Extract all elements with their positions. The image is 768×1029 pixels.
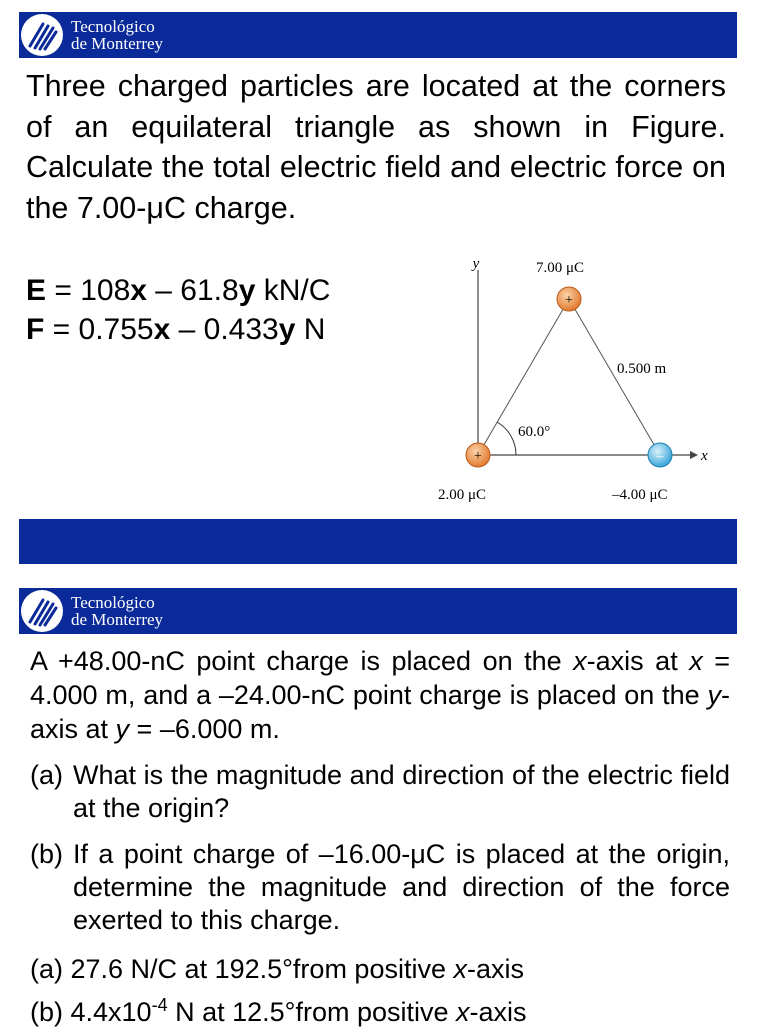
x-axis-label: x — [701, 448, 708, 464]
answer-e: E = 108x – 61.8y kN/C — [26, 274, 331, 307]
logo-line2: de Monterrey — [71, 610, 164, 629]
answer-b: (b) $4.4x10^{-4}$ N at 12.5°from positive x-axis — [30, 995, 527, 1027]
slide2-problem-text: A +48.00-nC point charge is placed on the x-axis at x = 4.000 m, and a –24.00-nC point charge is placed on the y-axis at y = –6.000 m. — [30, 646, 730, 744]
question-b — [30, 838, 730, 937]
logo-line1: Tecnológico — [71, 593, 155, 612]
slide1-problem-text: Three charged particles are located at the corners of an equilateral triangle as shown in Figure. Calculate the total electric field and electric force on the 7.00-μC charge. — [26, 69, 726, 225]
question-a — [30, 759, 730, 825]
logo-text — [71, 594, 163, 628]
charge-left-label: 2.00 μC — [438, 487, 487, 503]
slide1-footer-bar — [19, 519, 737, 564]
charge-top-sign: + — [565, 293, 573, 308]
question-a-label: (a) — [30, 760, 63, 790]
question-b-label: (b) — [30, 839, 63, 869]
answer-f: F = 0.755x – 0.433y N — [26, 313, 326, 346]
logo-text — [71, 18, 163, 52]
angle-arc — [497, 422, 516, 455]
angle-label: 60.0° — [518, 424, 551, 440]
question-a-text: What is the magnitude and direction of the electric field at the origin? — [73, 760, 730, 823]
y-axis-label: y — [472, 256, 480, 272]
triangle-side-right — [569, 299, 660, 455]
logo-line1: Tecnológico — [71, 17, 155, 36]
side-length-label: 0.500 m — [617, 361, 667, 377]
slide2-logo — [21, 590, 163, 632]
slide1-logo — [21, 14, 163, 56]
answer-f-symbol: F — [26, 313, 45, 346]
charge-right-label: –4.00 μC — [612, 487, 668, 503]
x-axis-arrow-icon — [690, 451, 698, 459]
charge-left-sign: + — [474, 449, 482, 464]
logo-seal-icon — [21, 14, 63, 56]
charge-right-sign: – — [656, 449, 664, 464]
charge-top-label: 7.00 μC — [536, 260, 585, 276]
answer-e-symbol: E — [26, 274, 47, 307]
logo-seal-icon — [21, 590, 63, 632]
triangle-charges-figure — [420, 250, 720, 510]
question-b-text: If a point charge of –16.00-μC is placed at the origin, determine the magnitude and direction of the force exerted to this charge. — [73, 839, 730, 935]
answer-a: (a) 27.6 N/C at 192.5°from positive x-axis — [30, 954, 524, 984]
logo-line2: de Monterrey — [71, 34, 164, 53]
